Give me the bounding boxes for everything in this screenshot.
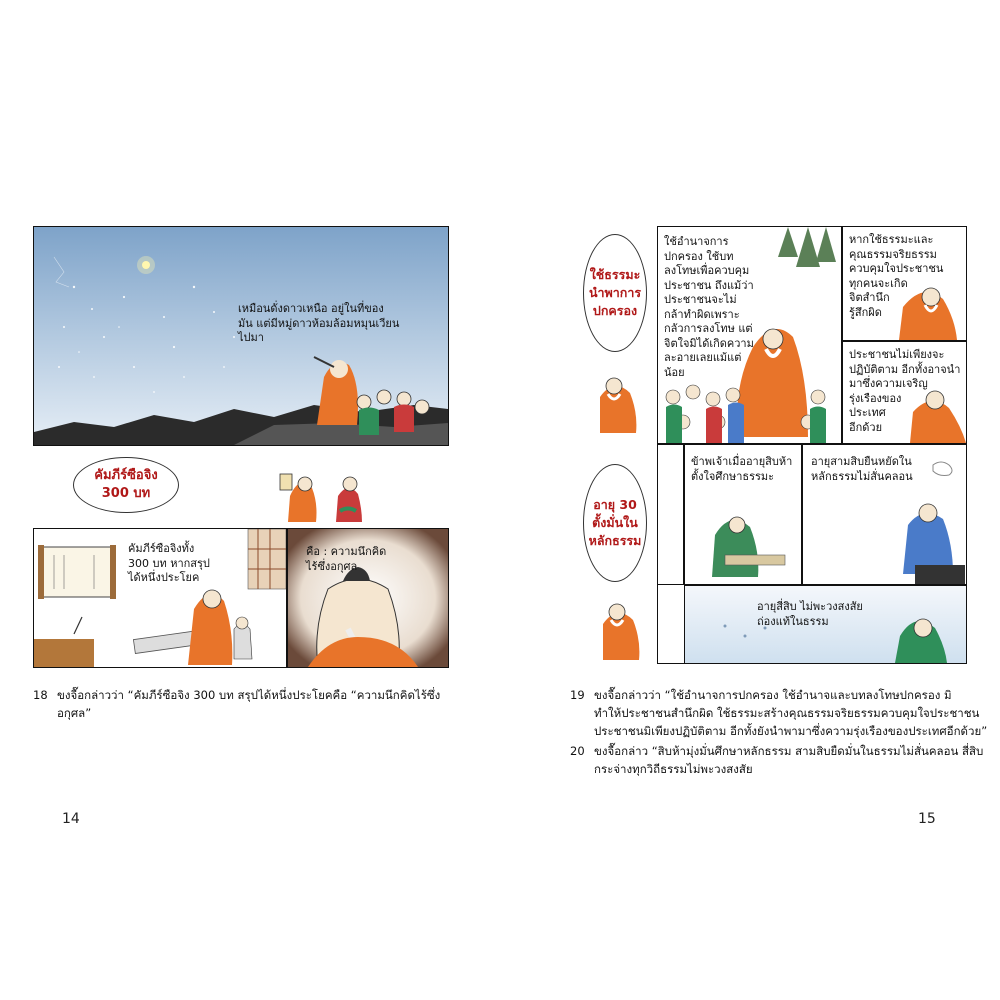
caption-line: ประชาชนจะไม่ xyxy=(664,293,737,306)
paragraph-line: กระจ่างทุกวิถีธรรมไม่พะวงสงสัย xyxy=(594,762,753,776)
caption-line: กลัวการลงโทษ แต่ xyxy=(664,322,753,335)
caption-line: ถ่องแท้ในธรรม xyxy=(757,614,829,628)
paragraph-line: ประชาชนมิเพียงปฏิบัติตาม อีกทั้งยังนำพามาซึ่งความรุ่งเรืองของประเทศอีกด้วย” xyxy=(594,724,988,738)
paragraph-19 xyxy=(570,686,988,742)
oval-line: นำพาการ xyxy=(588,285,642,300)
rule-by-virtue-caption xyxy=(849,233,943,320)
paragraph-number: 18 xyxy=(33,688,48,702)
paragraph-text xyxy=(594,686,987,740)
paragraph-line: อกุศล” xyxy=(57,706,92,720)
paragraph-text xyxy=(594,742,983,778)
north-star-caption xyxy=(238,302,399,346)
caption-line: หากใช้ธรรมะและ xyxy=(849,233,934,246)
panel-rule-by-punishment xyxy=(657,226,842,444)
caption-line: ได้หนึ่งประโยค xyxy=(128,571,200,584)
caption-line: รุ่งเรืองของ xyxy=(849,391,902,405)
oval-line: ใช้ธรรมะ xyxy=(589,267,641,282)
age-fifteen-caption xyxy=(691,455,792,484)
panel-prosperity xyxy=(842,341,967,444)
caption-line: ละอายเลยแม้แต่ xyxy=(664,351,742,364)
oval-shijing-title xyxy=(73,457,179,513)
age-thirty-caption xyxy=(811,455,913,484)
caption-line: คุณธรรมจริยธรรม xyxy=(849,247,937,261)
caption-line: รู้สึกผิด xyxy=(849,305,882,319)
caption-line: มัน แต่มีหมู่ดาวห้อมล้อมหมุนเวียน xyxy=(238,316,400,330)
caption-line: ประชาชน ถึงแม้ว่า xyxy=(664,278,754,292)
caption-line: เหมือนดั่งดาวเหนือ อยู่ในที่ของ xyxy=(238,302,384,315)
panel-no-evil-thought xyxy=(287,528,449,668)
caption-line: ควบคุมใจประชาชน xyxy=(849,262,944,275)
no-evil-thought-caption xyxy=(306,545,386,574)
caption-line: 300 บท หากสรุป xyxy=(128,556,210,570)
oval-title-line: คัมภีร์ซือจิง xyxy=(94,468,158,483)
paragraph-text xyxy=(57,686,440,722)
caption-line: จิตใจมิได้เกิดความ xyxy=(664,336,754,350)
oval-govern-by-virtue xyxy=(583,234,647,352)
paragraph-line: ทำให้ประชาชนสำนึกผิด ใช้ธรรมะสร้างคุณธรรมจริยธรรมควบคุมใจประชาชน xyxy=(594,706,980,720)
panel-age-fifteen xyxy=(684,444,802,585)
page-number-left: 14 xyxy=(62,811,80,827)
caption-line: อีกด้วย xyxy=(849,420,883,434)
confucius-disciples-illustration xyxy=(270,466,380,526)
scroll-summary-caption xyxy=(128,542,210,586)
oval-line: ปกครอง xyxy=(592,303,638,318)
caption-line: ใช้อำนาจการ xyxy=(664,235,729,248)
caption-line: ลงโทษเพื่อควบคุม xyxy=(664,264,750,277)
panel-north-star xyxy=(33,226,449,446)
panel-scroll-summary xyxy=(33,528,287,668)
caption-line: ประเทศ xyxy=(849,406,886,419)
caption-line: คือ : ความนึกคิด xyxy=(306,545,387,558)
caption-line: จิตสำนึก xyxy=(849,291,890,304)
paragraph-line: ขงจื๊อกล่าวว่า “คัมภีร์ซือจิง 300 บท สรุปได้หนึ่งประโยคคือ “ความนึกคิดไร้ซึ่ง xyxy=(57,688,441,702)
rule-by-punishment-caption xyxy=(664,235,754,380)
oval-line: อายุ 30 xyxy=(593,497,637,512)
confucius-figure-illustration xyxy=(593,598,651,662)
page-number-right: 15 xyxy=(918,811,936,827)
caption-line: อายุสามสิบยืนหยัดใน xyxy=(811,455,912,468)
caption-line: ปฏิบัติตาม อีกทั้งอาจนำ xyxy=(849,362,961,376)
paragraph-number: 19 xyxy=(570,688,585,702)
paragraph-20 xyxy=(570,742,984,782)
oval-line: หลักธรรม xyxy=(588,533,642,548)
confucius-figure-illustration xyxy=(590,372,648,434)
caption-line: หลักธรรมไม่สั่นคลอน xyxy=(811,469,913,483)
caption-line: อายุสี่สิบ ไม่พะวงสงสัย xyxy=(757,600,863,613)
paragraph-line: ขงจื๊อกล่าวว่า “ใช้อำนาจการปกครอง ใช้อำนาจและบทลงโทษปกครอง มิ xyxy=(594,688,952,702)
caption-line: ปกครอง ใช้บท xyxy=(664,249,734,263)
paragraph-18 xyxy=(33,686,453,726)
caption-line: น้อย xyxy=(664,365,685,379)
oval-age-thirty xyxy=(583,464,647,582)
age-forty-caption xyxy=(757,600,863,629)
oval-title-line: 300 บท xyxy=(101,486,151,501)
caption-line: กล้าทำผิดเพราะ xyxy=(664,307,740,321)
caption-line: คัมภีร์ซือจิงทั้ง xyxy=(128,542,195,555)
caption-line: ประชาชนไม่เพียงจะ xyxy=(849,348,945,361)
panel-age-thirty xyxy=(802,444,967,585)
panel-strip xyxy=(657,444,684,585)
oval-line: ตั้งมั่นใน xyxy=(592,515,638,530)
prosperity-caption xyxy=(849,348,960,435)
caption-line: ทุกคนจะเกิด xyxy=(849,276,908,290)
paragraph-number: 20 xyxy=(570,744,585,758)
caption-line: ตั้งใจศึกษาธรรมะ xyxy=(691,469,775,483)
caption-line: ข้าพเจ้าเมื่ออายุสิบห้า xyxy=(691,455,793,468)
caption-line: มาซึ่งความเจริญ xyxy=(849,377,928,390)
panel-age-forty xyxy=(684,585,967,664)
caption-line: ไร้ซึ่งอกุศล xyxy=(306,559,358,573)
paragraph-line: ขงจื๊อกล่าว “สิบห้ามุ่งมั่นศึกษาหลักธรรม สามสิบยืดมั่นในธรรมไม่สั่นคลอน สี่สิบ xyxy=(594,744,984,758)
caption-line: ไปมา xyxy=(238,331,264,344)
panel-rule-by-virtue xyxy=(842,226,967,341)
